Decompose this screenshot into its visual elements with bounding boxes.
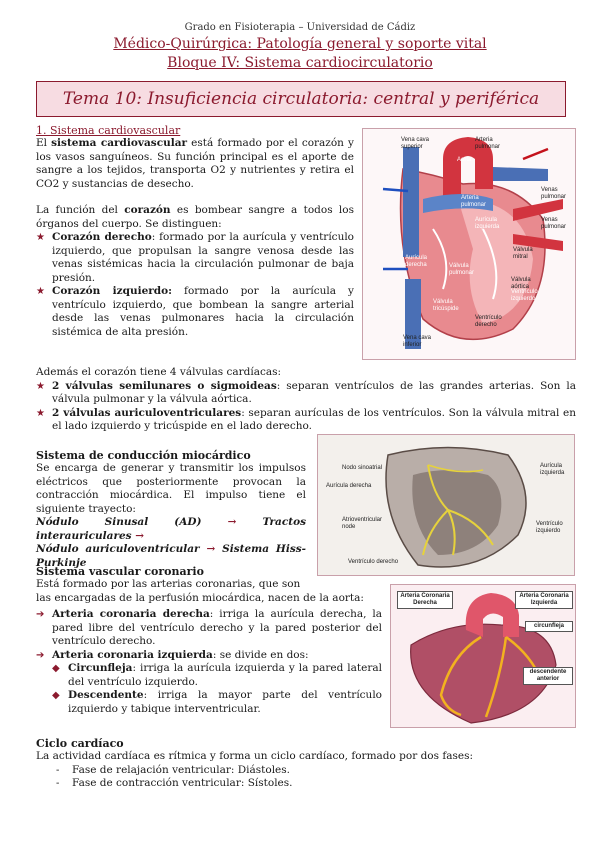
conduction-heading: Sistema de conducción miocárdico xyxy=(36,449,251,462)
star-icon: ★ xyxy=(36,407,45,419)
coronary-text-2: las encargadas de la perfusión miocárdica, nacen de la aorta: xyxy=(36,591,364,604)
label-right-coronary: Arteria Coronaria Derecha xyxy=(397,591,453,609)
heart-anatomy-figure xyxy=(362,128,576,360)
diamond-icon: ◆ xyxy=(52,663,60,674)
conduction-path-2: Nódulo auriculoventricular → Sistema Hiss-Purkinje xyxy=(36,543,307,569)
coronary-heading: Sistema vascular coronario xyxy=(36,565,204,578)
label-pulm-valve: Válvula pulmonar xyxy=(449,263,475,276)
cycle-heading: Ciclo cardíaco xyxy=(36,737,124,750)
valves-intro: Además el corazón tiene 4 válvulas cardíacas: xyxy=(36,366,282,378)
arrow-icon: → xyxy=(206,543,216,555)
arrow-icon: → xyxy=(135,529,145,542)
conduction-figure xyxy=(317,434,575,576)
list-item-right-coronary: ➔ Arteria coronaria derecha: irriga la aurícula derecha, la pared libre del ventrículo derecho y la pared posterior del ventrículo derecho. xyxy=(36,608,382,647)
label-right-atrium: Aurícula derecha xyxy=(405,255,428,268)
label-pulm-artery-2: Arteria pulmonar xyxy=(461,195,487,208)
dash-icon: - xyxy=(56,778,60,789)
coronary-figure xyxy=(390,584,576,728)
label-right-ventricle: Ventrículo derecho xyxy=(348,559,399,565)
label-pulm-artery-1: Arteria pulmonar xyxy=(475,137,501,150)
label-aorta: Aorta xyxy=(457,157,472,163)
star-icon: ★ xyxy=(36,380,45,392)
diamond-icon: ◆ xyxy=(52,690,60,701)
label-right-atrium: Aurícula derecha xyxy=(326,483,372,489)
list-item-circumflex: ◆ Circunfleja: irriga la aurícula izquierda y la pared lateral del ventrículo izquierdo. xyxy=(52,662,382,688)
list-item-right-heart: ★ Corazón derecho: formado por la aurícula y ventrículo izquierdo, que propulsan la sangre venosa desde las venas sistémicas hacia la circulación pulmonar de baja presión. xyxy=(36,231,355,284)
header-program-line: Grado en Fisioterapia – Universidad de Cádiz xyxy=(184,22,416,33)
label-av-node: Atrioventricular node xyxy=(342,517,383,530)
list-item-semilunar: ★ 2 válvulas semilunares o sigmoideas: separan ventrículos de las grandes arterias. Son la válvula pulmonar y la válvula aórtica. xyxy=(36,379,576,405)
cycle-text: La actividad cardíaca es rítmica y forma un ciclo cardíaco, formado por dos fases: xyxy=(36,750,474,762)
label-left-atrium: Aurícula izquierda xyxy=(540,463,565,476)
section-cycle xyxy=(36,737,576,791)
conduction-illustration xyxy=(318,435,574,575)
label-tricuspid-valve: Válvula tricúspide xyxy=(433,299,459,312)
star-icon: ★ xyxy=(36,286,45,297)
list-item-left-coronary: ➔ Arteria coronaria izquierda: se divide en dos: xyxy=(36,648,309,661)
label-pulm-vein-2: Venas pulmonar xyxy=(541,217,567,230)
label-left-coronary: Arteria Coronaria Izquierda xyxy=(515,591,573,609)
label-sinoatrial-node: Nodo sinoatrial xyxy=(342,465,383,471)
dash-icon: - xyxy=(56,764,60,776)
label-left-ventricle: Ventrículo izquierdo xyxy=(511,289,538,302)
label-svc: Vena cava superior xyxy=(401,137,430,150)
label-descending: descendente anterior xyxy=(523,667,573,685)
block-title: Bloque IV: Sistema cardiocirculatorio xyxy=(167,55,433,71)
list-item-systole: - Fase de contracción ventricular: Sístoles. xyxy=(56,777,293,789)
label-pulm-vein-1: Venas pulmonar xyxy=(541,187,567,200)
label-left-atrium: Aurícula izquierda xyxy=(475,217,500,230)
label-circumflex: circunfleja xyxy=(525,621,573,632)
label-left-ventricle: Ventrículo izquierdo xyxy=(536,521,563,534)
coronary-text-1: Está formado por las arterias coronarias, que son xyxy=(36,578,301,590)
valves-block xyxy=(36,366,576,434)
arrow-icon: ➔ xyxy=(36,609,45,620)
arrow-icon: → xyxy=(227,516,237,528)
paragraph-heart: La función del corazón es bombear sangre a todos los órganos del cuerpo. Se distinguen: xyxy=(36,204,354,230)
course-title: Médico-Quirúrgica: Patología general y soporte vital xyxy=(113,36,487,52)
star-icon: ★ xyxy=(36,232,45,243)
paragraph-system: El sistema cardiovascular está formado por el corazón y los vasos sanguíneos. Su función principal es el aporte de sangre a los tejidos, transporta O2 y nutrientes y retira el CO2 y sustancias de desecho. xyxy=(36,137,354,190)
label-right-ventricle: Ventrículo derecho xyxy=(475,315,502,328)
section-conduction xyxy=(36,449,306,570)
section-cardiovascular xyxy=(36,124,354,339)
list-item-left-heart: ★ Corazón izquierdo: formado por la aurícula y ventrículo izquierdo, que bombean la sangre arterial desde las venas pulmonares hacia la circulación sistémica de alta presión. xyxy=(36,285,354,338)
list-item-diastole: - Fase de relajación ventricular: Diástoles. xyxy=(56,763,290,776)
label-aortic-valve: Válvula aórtica xyxy=(511,277,531,290)
list-item-descending: ◆ Descendente: irriga la mayor parte del ventrículo izquierdo y tabique interventricular. xyxy=(52,689,382,715)
arrow-icon: ➔ xyxy=(36,649,45,661)
list-item-atrioventricular: ★ 2 válvulas auriculoventriculares: separan aurículas de los ventrículos. Son la válvula mitral en el lado izquierdo y tricúspide en el lado derecho. xyxy=(36,406,576,432)
topic-title: Tema 10: Insuficiencia circulatoria: central y periférica xyxy=(62,89,540,109)
section-heading: 1. Sistema cardiovascular xyxy=(36,124,181,137)
conduction-path-1: Nódulo Sinusal (AD) → Tractos interauriculares → xyxy=(36,516,307,542)
section-coronary xyxy=(36,565,382,716)
label-ivc: Vena cava inferior xyxy=(403,335,432,348)
conduction-text: Se encarga de generar y transmitir los impulsos eléctricos que posteriormente provocan la contracción miocárdica. El impulso tiene el siguiente trayecto: xyxy=(36,462,306,515)
label-mitral-valve: Válvula mitral xyxy=(513,247,533,260)
topic-title-box xyxy=(36,81,566,117)
